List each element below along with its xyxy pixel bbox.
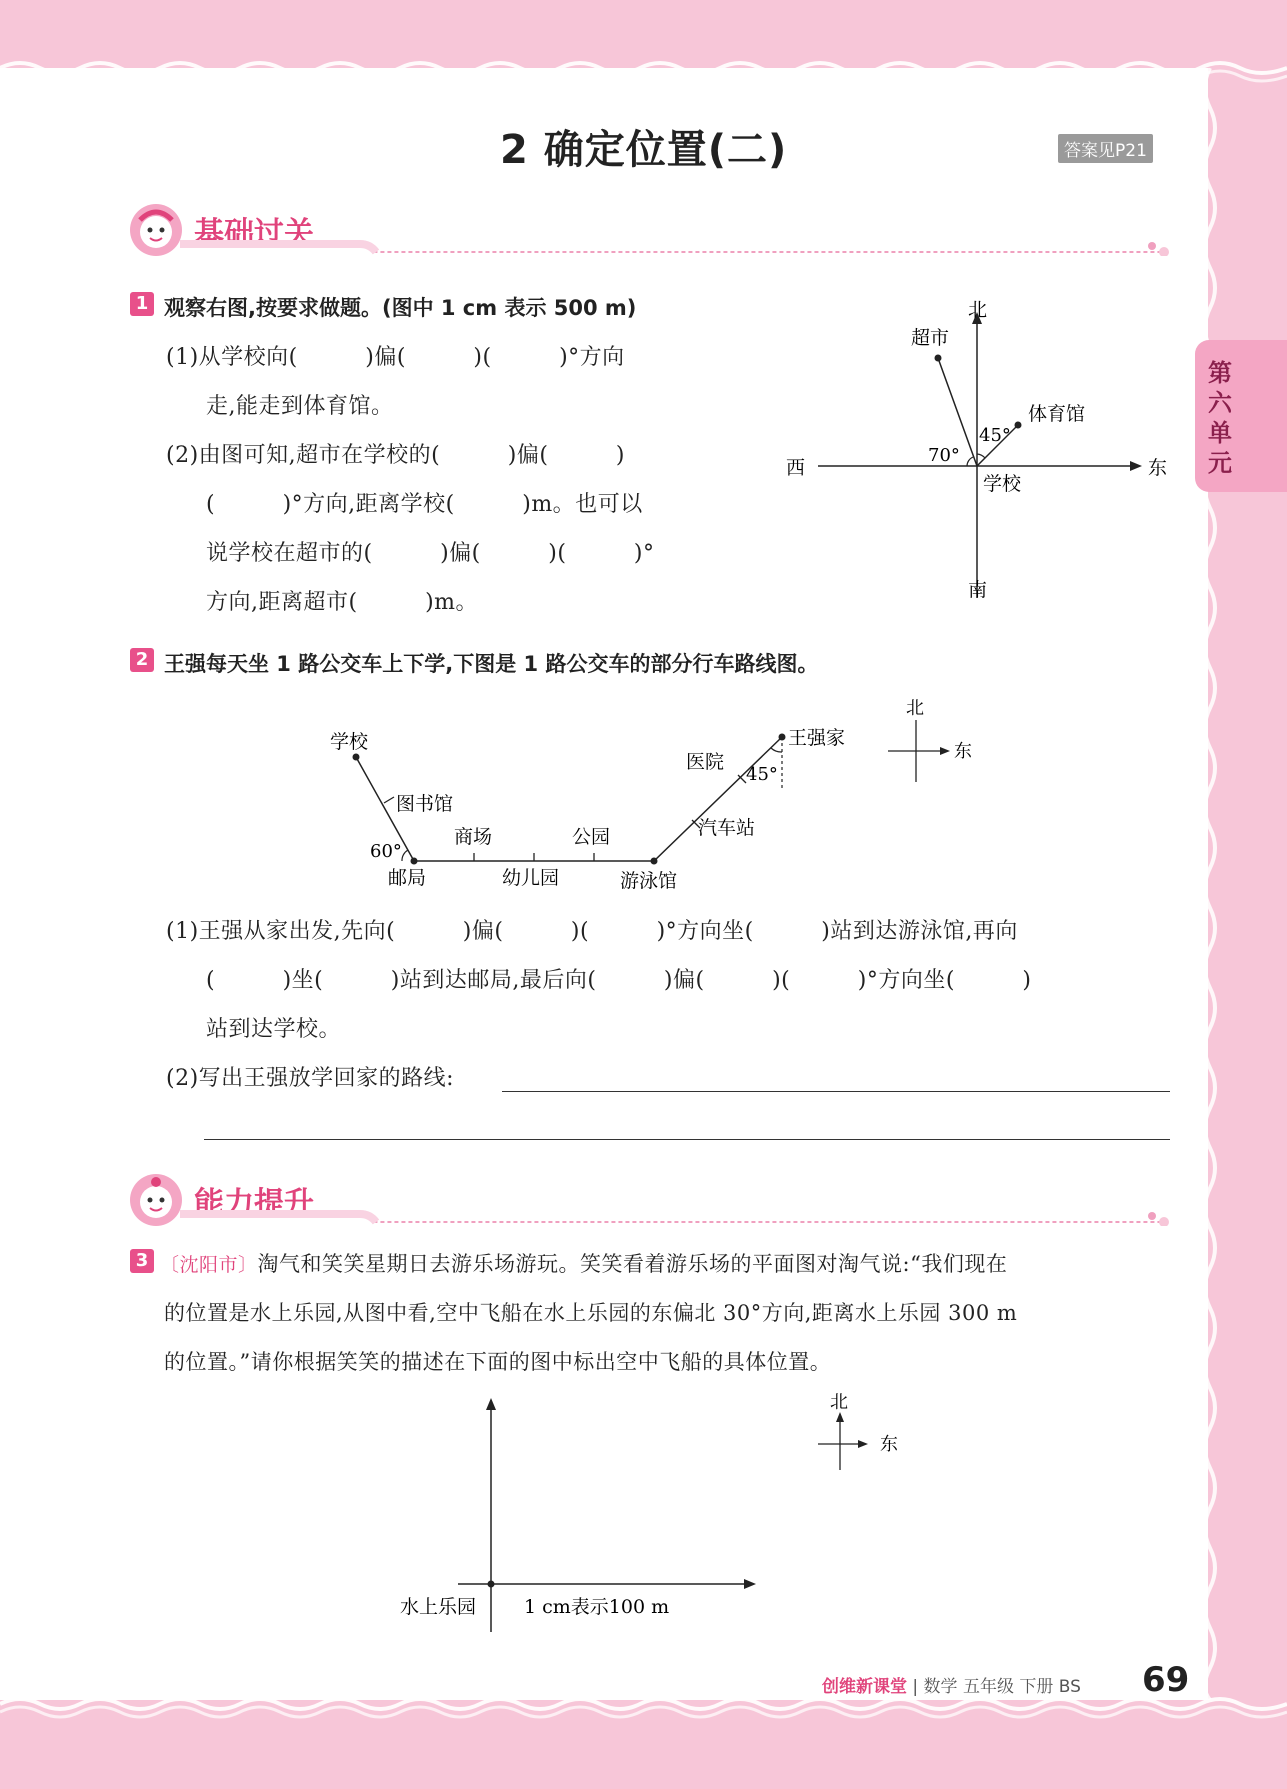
page-title: 2 确定位置(二) — [500, 127, 788, 173]
q3-compass-north: 北 — [830, 1392, 848, 1413]
q3-line-3: 的位置。”请你根据笑笑的描述在下面的图中标出空中飞船的具体位置。 — [164, 1350, 832, 1374]
q3-compass-east-arrow — [858, 1440, 868, 1448]
q1-angle-70-arc — [967, 457, 973, 466]
q2-label-post-office: 邮局 — [388, 867, 427, 889]
q1-east-arrow — [1130, 461, 1142, 471]
q1-label-school: 学校 — [983, 473, 1022, 495]
q1-supermarket-point — [935, 355, 942, 362]
q2-line-3: 站到达学校。 — [206, 1017, 342, 1042]
section-title-basic: 基础过关 — [194, 216, 314, 251]
q1-line-4: ( )°方向,距离学校( )m。也可以 — [206, 492, 643, 517]
q1-compass-diagram — [780, 298, 1180, 618]
q1-label-north: 北 — [968, 299, 988, 321]
q1-axes — [818, 320, 1135, 598]
q2-angle-60-arc — [402, 850, 408, 861]
section-title-advanced: 能力提升 — [194, 1186, 314, 1221]
q2-label-hospital: 医院 — [686, 751, 725, 773]
q2-point-post-office — [411, 858, 418, 865]
q3-line-2: 的位置是水上乐园,从图中看,空中飞船在水上乐园的东偏北 30°方向,距离水上乐园 300 m — [164, 1301, 1018, 1325]
q3-compass-north-arrow — [836, 1412, 844, 1422]
q2-answer-line-2[interactable] — [204, 1139, 1170, 1140]
q3-label-origin: 水上乐园 — [400, 1596, 477, 1618]
q2-label-angle-45: 45° — [746, 764, 778, 785]
q2-label-park: 公园 — [572, 826, 611, 848]
q2-bus-route-map — [320, 690, 1000, 900]
q1-line-5: 说学校在超市的( )偏( )( )° — [206, 541, 655, 566]
q1-label-east: 东 — [1148, 457, 1168, 479]
q3-number-badge — [130, 1249, 154, 1273]
q3-region-tag: 〔沈阳市〕 — [160, 1254, 258, 1276]
q2-label-home: 王强家 — [788, 727, 846, 749]
unit-tab-label: 第六单元 — [1208, 359, 1232, 477]
mascot-boy-icon — [128, 1172, 184, 1228]
q2-answer-line-1[interactable] — [502, 1091, 1170, 1092]
q2-label-pool: 游泳馆 — [620, 870, 678, 892]
q3-plot-diagram — [390, 1390, 950, 1640]
top-wave-border — [0, 40, 1287, 90]
q3-number: 3 — [130, 1249, 154, 1273]
page-number: 69 — [1142, 1660, 1190, 1700]
q1-label-south: 南 — [968, 579, 988, 601]
q3-north-axis-arrow — [486, 1398, 496, 1410]
q2-compass-east-arrow — [940, 747, 950, 755]
q2-point-school — [353, 754, 360, 761]
mascot-girl-icon — [128, 202, 184, 258]
q2-prompt: 王强每天坐 1 路公交车上下学,下图是 1 路公交车的部分行车路线图。 — [164, 652, 819, 676]
q1-label-supermarket: 超市 — [911, 327, 950, 349]
q1-line-1: (1)从学校向( )偏( )( )°方向 — [166, 345, 625, 370]
q2-label-angle-60: 60° — [370, 841, 402, 862]
q2-compass-north: 北 — [906, 698, 924, 719]
q1-label-gym: 体育馆 — [1028, 403, 1086, 425]
q1-number: 1 — [130, 292, 154, 316]
q1-gym-point — [1015, 422, 1022, 429]
q2-line-1: (1)王强从家出发,先向( )偏( )( )°方向坐( )站到达游泳馆,再向 — [166, 919, 1018, 944]
q3-compass-east: 东 — [880, 1434, 898, 1455]
q1-line-6: 方向,距离超市( )m。 — [206, 590, 479, 615]
q3-origin-point — [488, 1581, 495, 1588]
q2-label-mall: 商场 — [454, 826, 493, 848]
q2-line-4: (2)写出王强放学回家的路线: — [166, 1066, 455, 1091]
q1-label-angle-45: 45° — [979, 425, 1011, 446]
q1-prompt: 观察右图,按要求做题。(图中 1 cm 表示 500 m) — [164, 296, 637, 320]
q2-label-school: 学校 — [330, 731, 369, 753]
q2-label-library: 图书馆 — [396, 793, 454, 815]
footer-brand: 创维新课堂 — [822, 1677, 907, 1697]
q3-label-scale: 1 cm表示100 m — [524, 1596, 670, 1618]
footer — [822, 1672, 1081, 1697]
answer-reference: 答案见P21 — [1058, 134, 1153, 163]
q2-label-kindergarten: 幼儿园 — [502, 867, 560, 889]
q3-line-1: 淘气和笑笑星期日去游乐场游玩。笑笑看着游乐场的平面图对淘气说:“我们现在 — [257, 1252, 1008, 1276]
footer-info: | 数学 五年级 下册 BS — [912, 1677, 1081, 1697]
q1-angle-45-arc — [977, 454, 985, 458]
bottom-wave-border — [0, 1690, 1287, 1740]
q3-east-axis-arrow — [744, 1579, 756, 1589]
q2-point-pool — [651, 858, 658, 865]
q2-label-bus-station: 汽车站 — [698, 817, 756, 839]
q2-compass-east: 东 — [954, 741, 972, 762]
section-divider-advanced — [180, 1202, 1170, 1226]
q1-label-angle-70: 70° — [928, 445, 960, 466]
q1-number-badge — [130, 292, 154, 316]
q2-angle-45-arc — [771, 748, 782, 752]
q2-tick-library — [384, 797, 394, 803]
q1-label-west: 西 — [786, 457, 806, 479]
q3-line-1-wrap — [160, 1248, 1007, 1278]
q2-line-2: ( )坐( )站到达邮局,最后向( )偏( )( )°方向坐( ) — [206, 968, 1032, 993]
q1-line-2: 走,能走到体育馆。 — [206, 394, 394, 419]
q2-number: 2 — [130, 648, 154, 672]
right-wave-border — [1196, 68, 1236, 1700]
section-divider-basic — [180, 232, 1170, 256]
q1-line-3: (2)由图可知,超市在学校的( )偏( ) — [166, 443, 625, 468]
q2-number-badge — [130, 648, 154, 672]
